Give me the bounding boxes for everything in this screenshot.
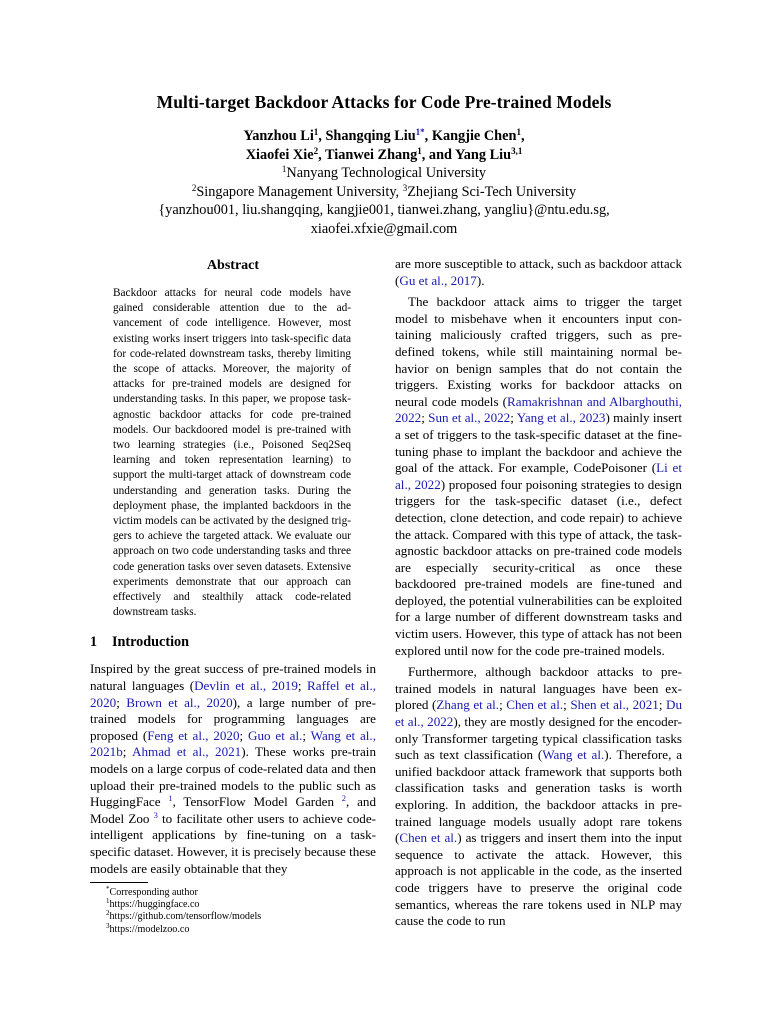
author-line-1: Yanzhou Li$^1$, Shangqing Liu$^{1*}$, Kangjie Chen$^1$, bbox=[243, 127, 525, 144]
footnote-marker: 1 bbox=[168, 793, 173, 804]
left-column bbox=[90, 256, 376, 877]
author-affiliation-marker: 1* bbox=[415, 127, 425, 137]
citation-link: Yang et al., 2023 bbox=[516, 410, 606, 426]
author-affiliation-marker: 1 bbox=[313, 127, 319, 137]
author-name: Xiaofei Xie bbox=[245, 146, 314, 163]
citation-link: Brown et al., 2020 bbox=[126, 694, 233, 710]
author-name: Kangjie Chen bbox=[431, 128, 517, 144]
citation-link: Wang et al. bbox=[542, 747, 605, 763]
footnote-mark: * bbox=[106, 885, 110, 893]
paper-title: Multi-target Backdoor Attacks for Code Pre-trained Models bbox=[156, 92, 612, 112]
footnote-marker: 3 bbox=[153, 809, 158, 820]
footnote-text: Corresponding author bbox=[109, 887, 198, 898]
author-emails: {yanzhou001, liu.shangqing, kangjie001, tianwei.zhang, yangliu}@ntu.edu.sg, bbox=[158, 202, 610, 218]
footnote-item bbox=[106, 887, 376, 899]
author-affiliation-marker: 1 bbox=[417, 145, 422, 156]
intro-paragraph-2: The backdoor attack aims to trigger the target model to misbehave when it encounters input containing maliciously crafted triggers, such as predefined tokens, while still maintaining normal behavior on benign samples that do not contain the triggers. Existing works for backdoor attacks on neural code models (Ramakrishnan and Albarghouthi, 2022; Sun et al., 2022; Yang et al., 2023) mainly insert a set of triggers to the task-specific dataset at the fine-tuning phase to implant the backdoor and achieve the goal of the attack. For example, CodePoisoner (Li et al., 2022) proposed four poisoning strategies to design triggers for the task-specific dataset (i.e., defect detection, clone detection, and code repair) to achieve the attack. Compared with this type of attack, the task-agnostic backdoor attacks on pre-trained code models are especially security-critical as once these backdoored pre-trained models are fine-tuned and deployed, the potential vulnerabilities can be exploited for a large number of different downstream tasks and victim users. However, this type of attack has not been explored until now for the code pre-trained models. bbox=[395, 294, 683, 658]
author-affiliation-marker: 1 bbox=[516, 127, 521, 137]
footnote-text: https://github.com/tensorflow/models bbox=[109, 911, 262, 923]
affiliation-marker: 1 bbox=[281, 164, 287, 174]
footnote-text: https://huggingface.co bbox=[109, 899, 200, 911]
intro-paragraph-1: Inspired by the great success of pre-trained models in natural languages (Devlin et al., 2019; Raffel et al., 2020; Brown et al., 2020), a large number of pre-trained models for programming languages are proposed (Feng et al., 2020; Guo et al.; Wang et al., 2021b; Ahmad et al., 2021). These works pre-train models on a large corpus of code-related data and then upload their pre-trained models to the public such as HuggingFace $^1$, TensorFlow Model Garden $^2$, and Model Zoo $^3$ to facilitate other users to achieve code-intelligent applications by fine-tuning on a task-specific dataset. However, it is precisely because these models are easily obtainable that they bbox=[90, 661, 377, 876]
citation-link: Feng et al., 2020 bbox=[147, 727, 240, 743]
intro-paragraph-continued: are more susceptible to attack, such as backdoor attack (Gu et al., 2017). bbox=[395, 256, 682, 288]
right-column bbox=[395, 256, 682, 930]
citation-link: Chen et al. bbox=[506, 697, 564, 713]
footnote-item bbox=[106, 899, 376, 911]
citation-link: Du et al., 2022 bbox=[395, 697, 683, 730]
author-name: Tianwei Zhang bbox=[324, 146, 418, 163]
affiliation-marker: 3 bbox=[402, 182, 408, 193]
section-heading-introduction bbox=[90, 634, 376, 651]
citation-link: Ahmad et al., 2021 bbox=[132, 744, 242, 760]
author-line-2: Xiaofei Xie$^2$, Tianwei Zhang$^1$, and Yang Liu$^{3,1}$ bbox=[245, 145, 523, 163]
affiliation-text: Singapore Management University, bbox=[196, 183, 403, 200]
author-affiliation-marker: 2 bbox=[313, 145, 319, 156]
section-title: Introduction bbox=[112, 634, 189, 651]
citation-link: Zhang et al. bbox=[436, 697, 500, 713]
affiliation-text: Zhejiang Sci-Tech University bbox=[407, 183, 577, 200]
citation-link: Ramakrishnan and Albarghouthi, 2022 bbox=[395, 393, 683, 426]
citation-link: Sun et al., 2022 bbox=[428, 410, 511, 426]
footnote-mark: 2 bbox=[106, 909, 110, 918]
author-name: Yang Liu bbox=[455, 146, 512, 163]
footnote-list bbox=[90, 887, 376, 936]
citation-link: Li et al., 2022 bbox=[395, 460, 682, 492]
author-name: Shangqing Liu bbox=[325, 128, 416, 144]
affiliation-marker: 2 bbox=[191, 182, 197, 193]
abstract-text: Backdoor attacks for neural code models have gained considerable attention due to the advancement of code intelligence. However, most existing works insert triggers into task-specific data for code-related downstream tasks, thereby limiting the scope of attacks. Moreover, the majority of attacks for pre-trained models are designed for understanding tasks. In this paper, we propose task-agnostic backdoor attacks for code pre-trained models. Our backdoored model is pre-trained with two learning strategies (i.e., Poisoned Seq2Seq learning and token representation learning) to support the multi-target attack of downstream code understanding and generation tasks. During the deployment phase, the implanted backdoors in the victim models can be activated by the designed triggers to achieve the targeted attack. We evaluate our approach on two code understanding tasks and three code generation tasks over seven datasets. Extensive experiments demonstrate that our approach can effectively and stealthily attack code-related downstream tasks. bbox=[113, 287, 351, 619]
footnote-rule bbox=[90, 882, 148, 883]
footnote-item bbox=[106, 911, 376, 923]
author-name: Yanzhou Li bbox=[243, 128, 314, 144]
citation-link: Guo et al. bbox=[248, 727, 303, 743]
affiliation-1 bbox=[0, 164, 768, 183]
author-affiliation-marker: 3,1 bbox=[511, 145, 523, 156]
author-block bbox=[0, 127, 768, 238]
author-email-secondary: xiaofei.xfxie@gmail.com bbox=[310, 220, 458, 237]
citation-link: Gu et al., 2017 bbox=[399, 272, 477, 288]
footnotes bbox=[90, 882, 376, 936]
citation-link: Shen et al., 2021 bbox=[570, 697, 659, 713]
abstract-heading: Abstract bbox=[206, 258, 260, 273]
footnote-text: https://modelzoo.co bbox=[109, 923, 190, 935]
citation-link: Wang et al., 2021b bbox=[90, 727, 376, 760]
citation-link: Raffel et al., 2020 bbox=[90, 678, 376, 710]
footnote-mark: 1 bbox=[106, 897, 110, 906]
section-number: 1 bbox=[90, 634, 98, 651]
footnote-item bbox=[106, 921, 376, 936]
footnote-mark: 3 bbox=[106, 921, 110, 930]
affiliation-text: Nanyang Technological University bbox=[286, 165, 487, 181]
citation-link: Chen et al. bbox=[399, 830, 458, 846]
affiliation-2 bbox=[0, 183, 768, 202]
intro-paragraph-3: Furthermore, although backdoor attacks to pretrained models in natural languages have been explored (Zhang et al.; Chen et al.; Shen et al., 2021; Du et al., 2022), they are mostly designed for the encoder-only Transformer targeting typical classification tasks such as text classification (Wang et al.). Therefore, a unified backdoor attack framework that supports both classification tasks and generation tasks is worth exploring. In addition, the backdoor attacks in pre-trained language models usually adopt rare tokens (Chen et al.) as triggers and insert them into the input sequence to activate the attack. However, this approach is not applicable in the code, as the inserted code triggers have to preserve the original code semantics, whereas the rare tokens used in NLP may cause the code to run bbox=[395, 664, 683, 929]
footnote-marker: 2 bbox=[341, 793, 347, 804]
citation-link: Devlin et al., 2019 bbox=[194, 678, 298, 694]
